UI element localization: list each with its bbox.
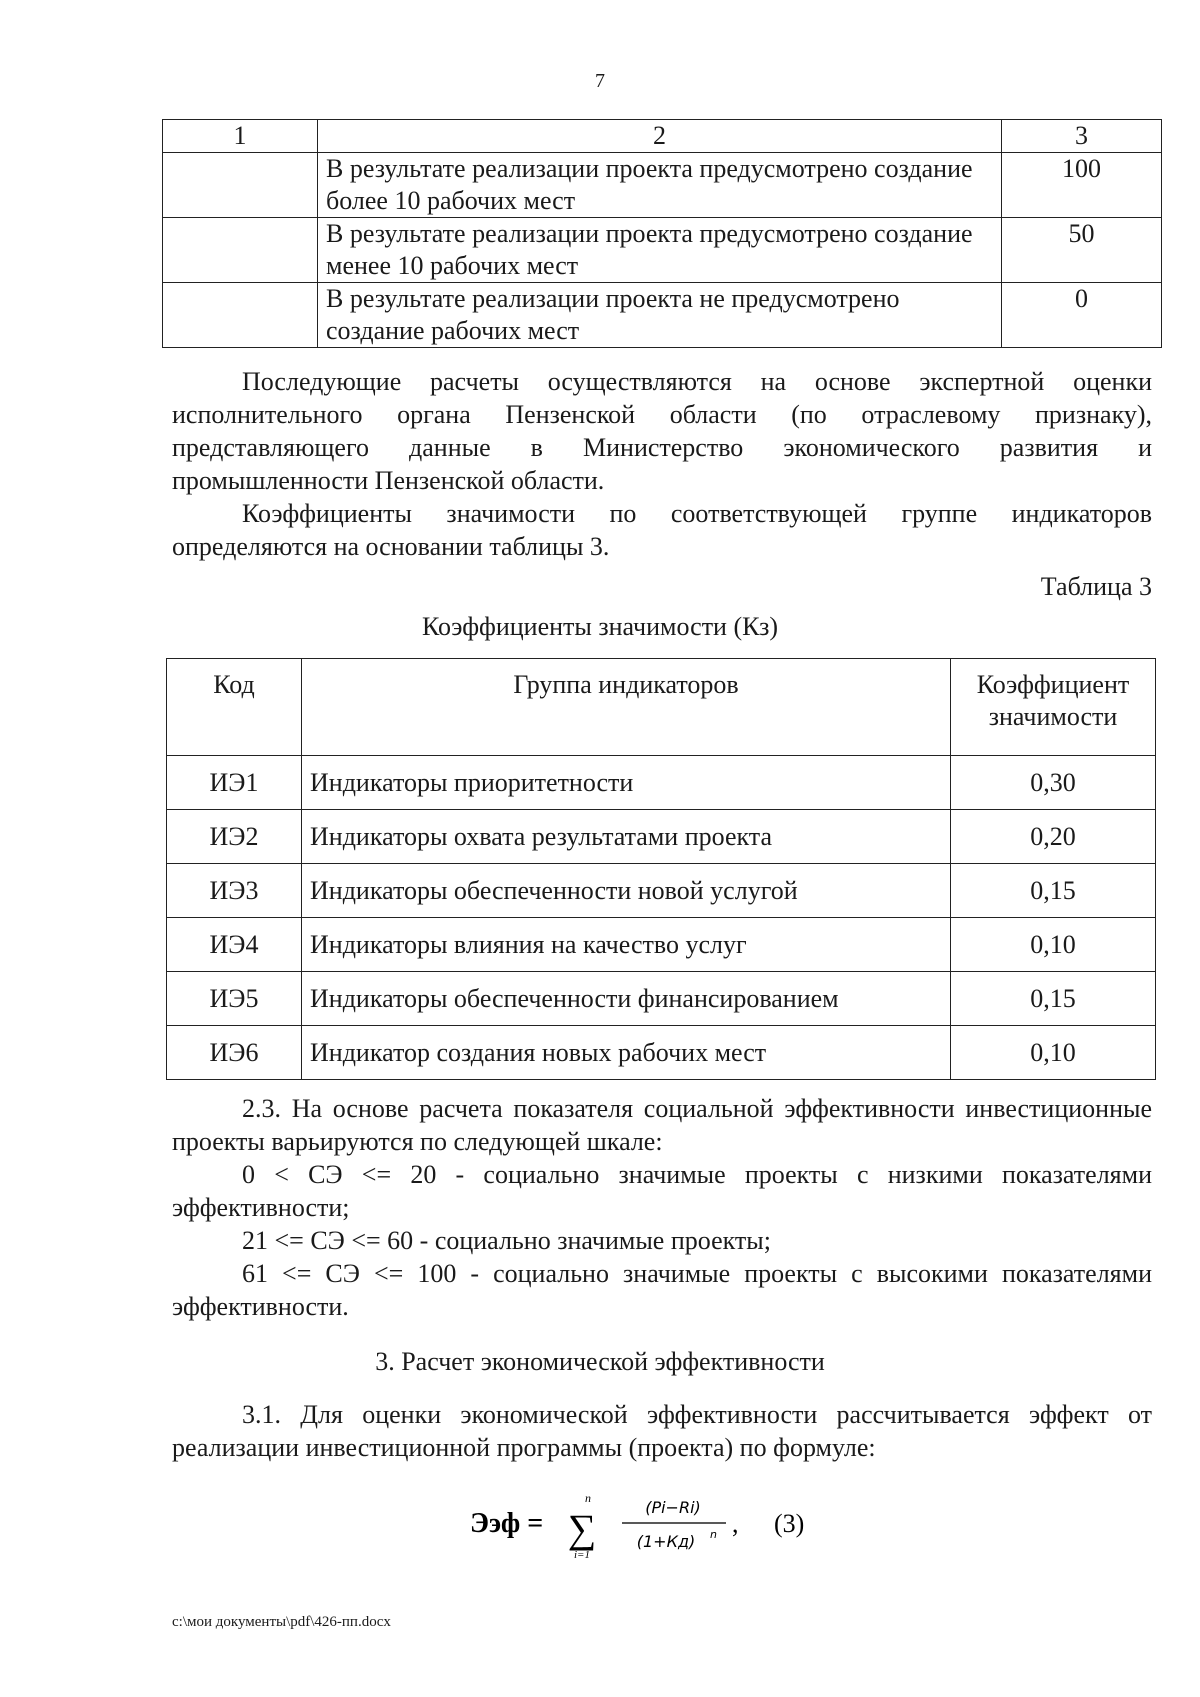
cell-code: ИЭ3 xyxy=(167,864,302,918)
table-row xyxy=(163,218,1162,283)
cell-group: Индикатор создания новых рабочих мест xyxy=(302,1026,951,1080)
header-cell-2: 2 xyxy=(318,120,1002,153)
table-row xyxy=(167,810,1156,864)
formula-lhs: Ээф = xyxy=(470,1508,544,1539)
paragraph-scale-intro: 2.3. На основе расчета показателя социальной эффективности инвестиционные проекты варьируются по следующей шкале: xyxy=(172,1094,1152,1156)
sigma-symbol: ∑ xyxy=(567,1506,597,1551)
cell-group: Индикаторы охвата результатами проекта xyxy=(302,810,951,864)
table-row xyxy=(163,153,1162,218)
cell-group: Индикаторы приоритетности xyxy=(302,756,951,810)
formula-sum-top: n xyxy=(585,1491,591,1505)
cell-coef: 0,15 xyxy=(951,864,1156,918)
cell-code: ИЭ4 xyxy=(167,918,302,972)
cell-code: ИЭ6 xyxy=(167,1026,302,1080)
header-cell-3: 3 xyxy=(1002,120,1162,153)
table-header-row xyxy=(163,120,1162,153)
section-title: 3. Расчет экономической эффективности xyxy=(375,1347,825,1376)
formula-number: (3) xyxy=(774,1509,805,1538)
cell-coef: 0,20 xyxy=(951,810,1156,864)
formula-denominator: (1+Кд) xyxy=(636,1532,696,1551)
continued-table xyxy=(162,119,1162,348)
cell-coef: 0,10 xyxy=(951,1026,1156,1080)
table-row xyxy=(167,864,1156,918)
paragraph-expert-assessment: Последующие расчеты осуществляются на основе экспертной оценки исполнительного органа Пензенской области (по отраслевому признаку), представляющего данные в Министерство экономического развития и промышленности Пензенской области. xyxy=(172,367,1152,495)
cell-group: Индикаторы обеспеченности новой услугой xyxy=(302,864,951,918)
formula-exponent: n xyxy=(710,1528,717,1541)
cell-code: ИЭ2 xyxy=(167,810,302,864)
row-cell-text: В результате реализации проекта не предусмотрено создание рабочих мест xyxy=(318,283,1002,348)
paragraph-economic-effect: 3.1. Для оценки экономической эффективности рассчитывается эффект от реализации инвестиционной программы (проекта) по формуле: xyxy=(172,1400,1152,1462)
cell-code: ИЭ1 xyxy=(167,756,302,810)
table-caption: Таблица 3 xyxy=(1040,572,1152,601)
header-group: Группа индикаторов xyxy=(302,659,951,756)
cell-coef: 0,10 xyxy=(951,918,1156,972)
row-cell-empty xyxy=(163,218,318,283)
row-cell-score: 50 xyxy=(1002,218,1162,283)
formula-numerator: (Pi−Ri) xyxy=(645,1498,701,1517)
page-number: 7 xyxy=(595,70,605,92)
row-cell-empty xyxy=(163,153,318,218)
cell-coef: 0,30 xyxy=(951,756,1156,810)
table-row xyxy=(163,283,1162,348)
cell-code: ИЭ5 xyxy=(167,972,302,1026)
scale-item-low: 0 < СЭ <= 20 - социально значимые проекты с низкими показателями эффективности; xyxy=(172,1160,1152,1222)
table-header-row xyxy=(167,659,1156,756)
scale-item-mid: 21 <= СЭ <= 60 - социально значимые проекты; xyxy=(242,1226,771,1255)
row-cell-text: В результате реализации проекта предусмотрено создание более 10 рабочих мест xyxy=(318,153,1002,218)
scale-item-high: 61 <= СЭ <= 100 - социально значимые проекты с высокими показателями эффективности. xyxy=(172,1259,1152,1321)
table-title: Коэффициенты значимости (Кз) xyxy=(421,612,779,641)
table-row xyxy=(167,918,1156,972)
formula-3 xyxy=(470,1490,870,1560)
table-row xyxy=(167,972,1156,1026)
header-code: Код xyxy=(167,659,302,756)
formula-sum-bottom: i=1 xyxy=(574,1549,590,1560)
row-cell-text: В результате реализации проекта предусмотрено создание менее 10 рабочих мест xyxy=(318,218,1002,283)
formula-comma: , xyxy=(732,1509,739,1538)
row-cell-score: 100 xyxy=(1002,153,1162,218)
file-path-footer: c:\мои документы\pdf\426-пп.docx xyxy=(172,1614,391,1630)
cell-group: Индикаторы влияния на качество услуг xyxy=(302,918,951,972)
cell-group: Индикаторы обеспеченности финансированием xyxy=(302,972,951,1026)
header-cell-1: 1 xyxy=(163,120,318,153)
cell-coef: 0,15 xyxy=(951,972,1156,1026)
table-row xyxy=(167,756,1156,810)
paragraph-coefficients: Коэффициенты значимости по соответствующей группе индикаторов определяются на основании таблицы 3. xyxy=(172,499,1152,561)
row-cell-score: 0 xyxy=(1002,283,1162,348)
header-coef: Коэффициент значимости xyxy=(951,659,1156,756)
coefficients-table xyxy=(166,658,1156,1080)
table-row xyxy=(167,1026,1156,1080)
row-cell-empty xyxy=(163,283,318,348)
